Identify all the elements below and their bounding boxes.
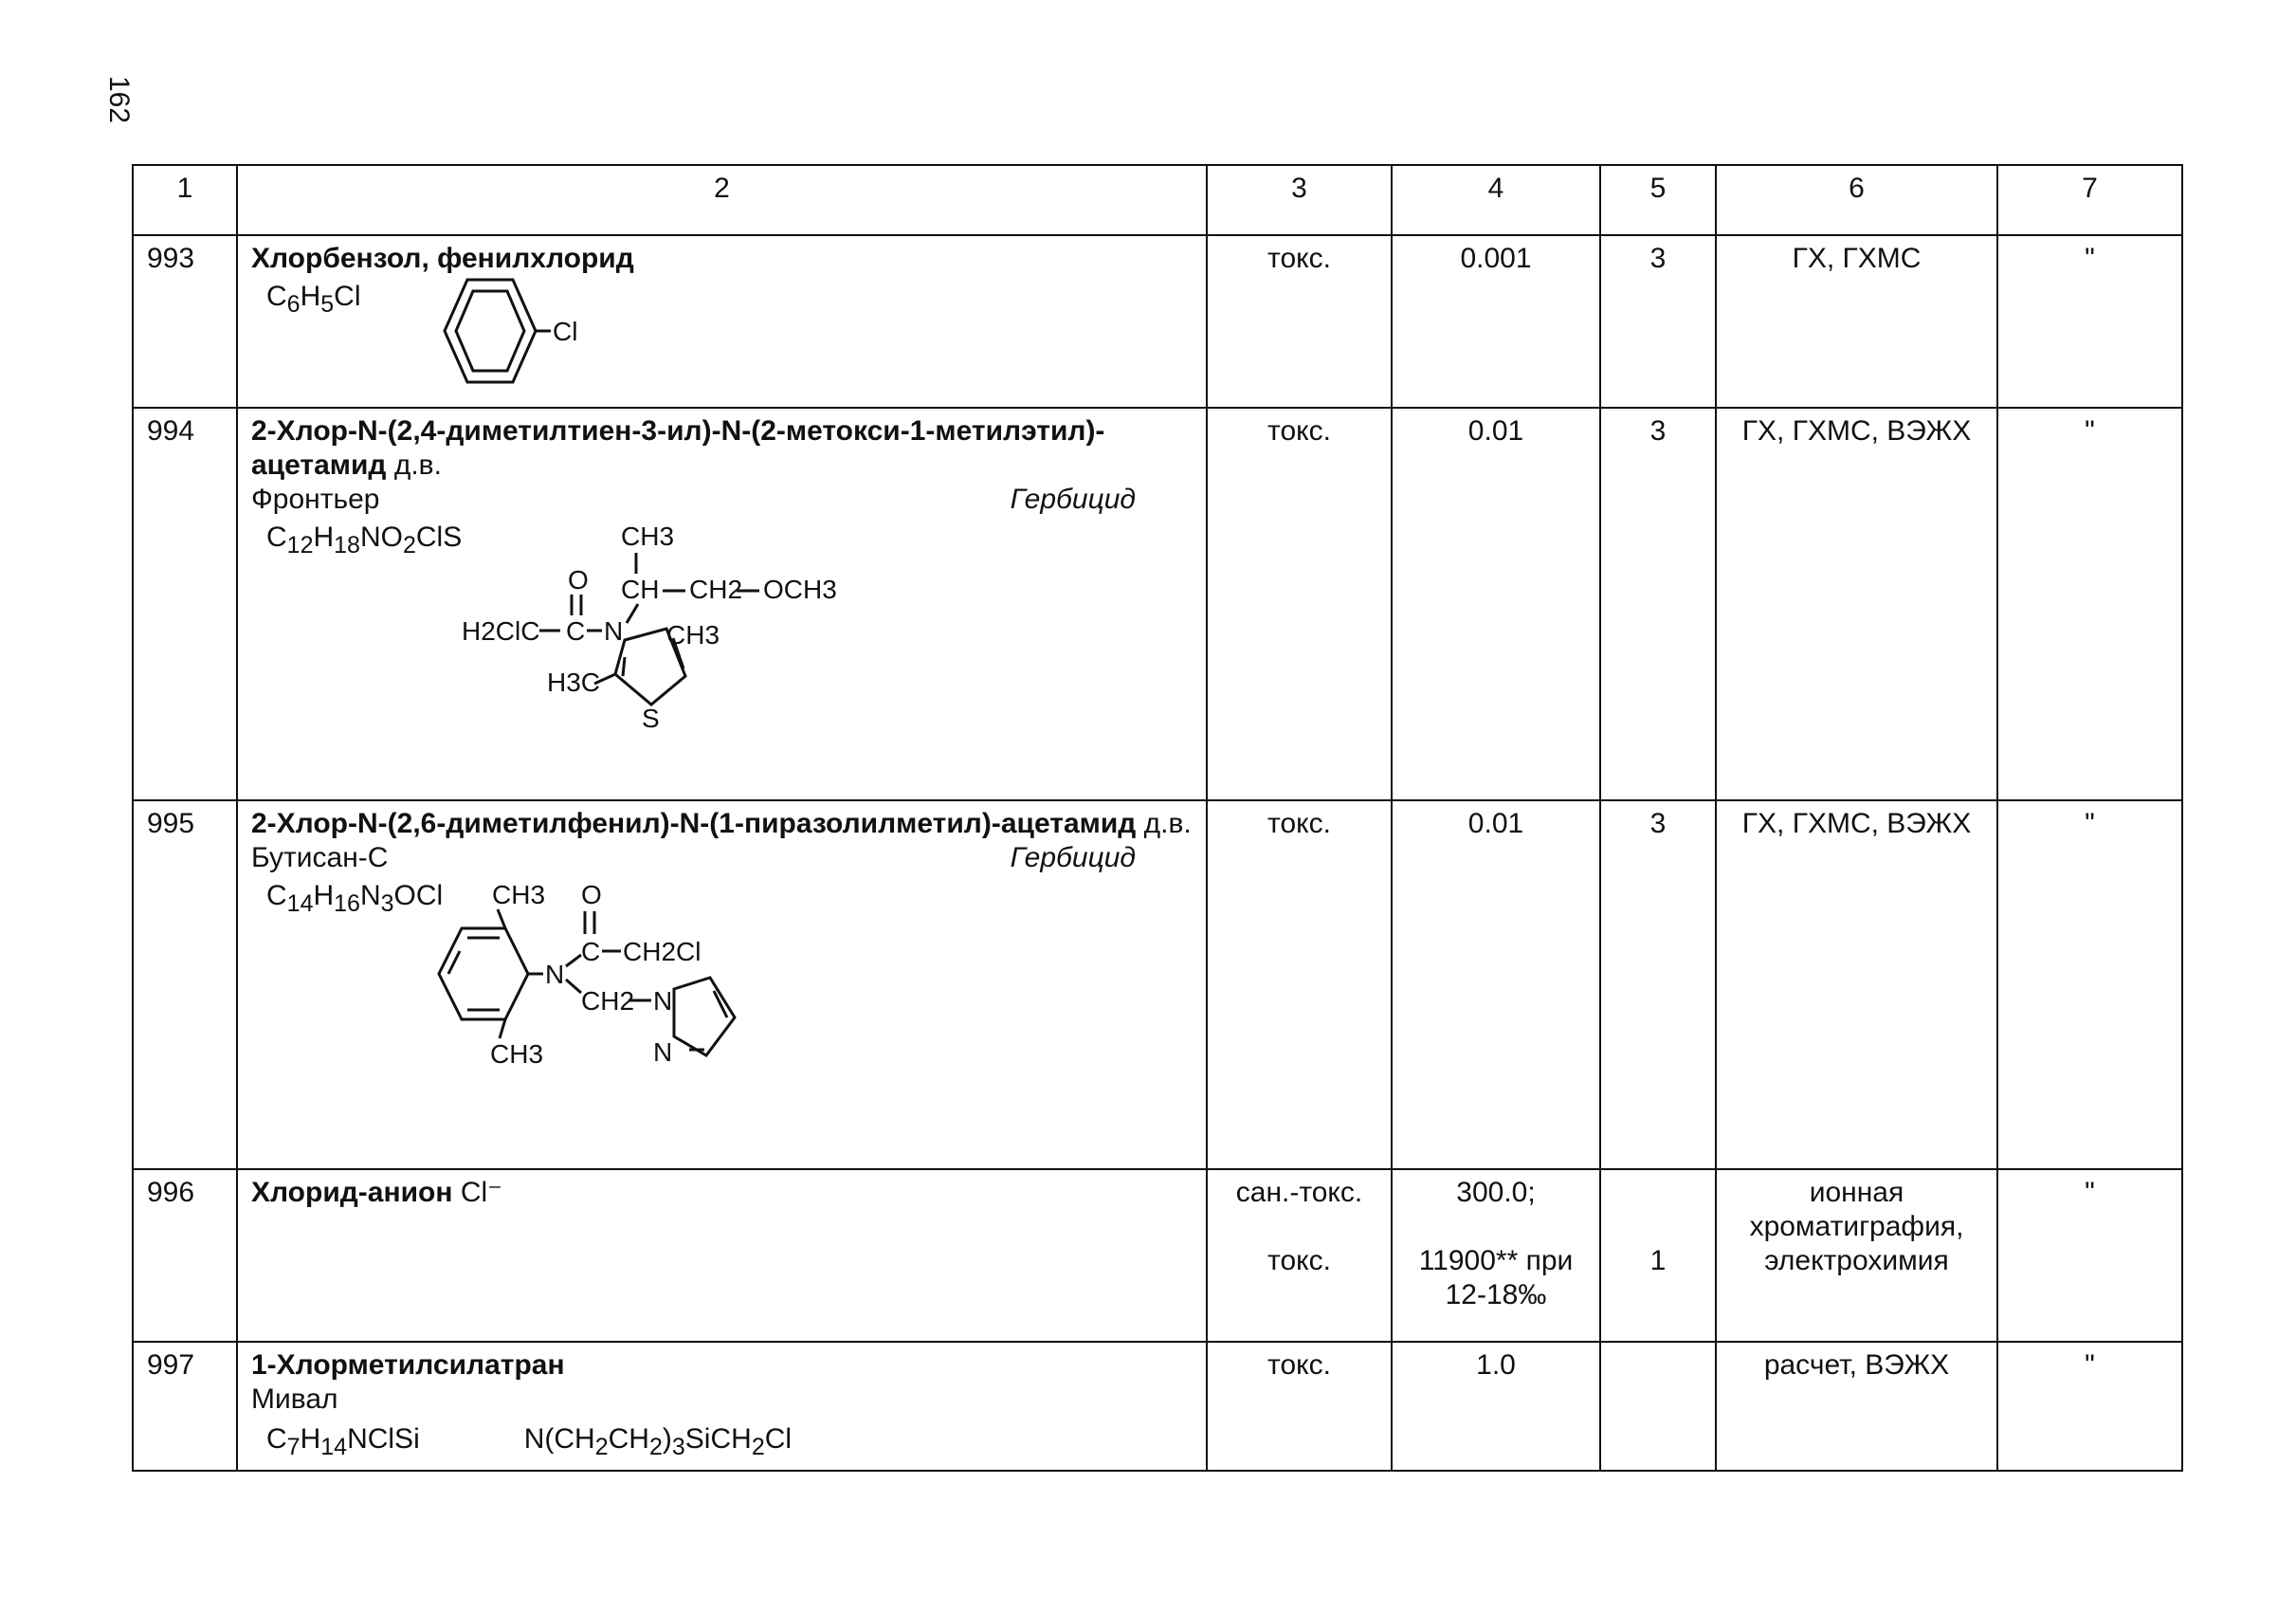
class-cell: 3 xyxy=(1600,800,1716,1169)
method-cell: ГХ, ГХМС xyxy=(1716,235,1997,408)
hazard-cell: токс. xyxy=(1207,800,1392,1169)
class-cell: 3 xyxy=(1600,408,1716,800)
table-row xyxy=(133,800,2182,1169)
method-cell: ГХ, ГХМС, ВЭЖХ xyxy=(1716,408,1997,800)
molecular-formula: $C_{14}H_{16}N_3OCl$ xyxy=(266,880,444,917)
frontier-structure xyxy=(405,517,898,744)
svg-text:CH3: CH3 xyxy=(490,1039,544,1069)
substance-cell xyxy=(237,235,1207,408)
table-row xyxy=(133,408,2182,800)
trade-name: Бутисан-С xyxy=(251,842,389,873)
ref-cell: " xyxy=(1997,800,2182,1169)
ref-cell: " xyxy=(1997,235,2182,408)
row-number: 995 xyxy=(133,800,237,1169)
column-header-5: 5 xyxy=(1600,165,1716,235)
svg-text:C: C xyxy=(581,937,601,966)
table-row xyxy=(133,1342,2182,1471)
value-cell: 0.01 xyxy=(1392,408,1600,800)
row-number: 996 xyxy=(133,1169,237,1342)
class-cell xyxy=(1600,1342,1716,1471)
substance-cell xyxy=(237,1342,1207,1471)
method-cell: ионная хроматиграфия, электрохимия xyxy=(1716,1169,1997,1342)
svg-text:N: N xyxy=(653,1037,673,1067)
svg-text:CH: CH xyxy=(621,575,660,604)
molecular-formula: $C_7H_{14}NClSi$ xyxy=(266,1423,420,1460)
column-header-1: 1 xyxy=(133,165,237,235)
row-number: 997 xyxy=(133,1342,237,1471)
table-row xyxy=(133,235,2182,408)
trade-name: Мивал xyxy=(251,1383,338,1415)
svg-text:CH2Cl: CH2Cl xyxy=(623,937,702,966)
substance-note: д.в. xyxy=(1143,808,1192,839)
table-header-row xyxy=(133,165,2182,235)
substance-cell xyxy=(237,408,1207,800)
svg-text:O: O xyxy=(568,565,589,595)
class-cell xyxy=(1600,1169,1716,1342)
structural-formula: $N(CH_2CH_2)_3SiCH_2Cl$ xyxy=(523,1423,793,1460)
value-cell: 0.01 xyxy=(1392,800,1600,1169)
svg-text:O: O xyxy=(581,880,602,909)
column-header-2: 2 xyxy=(237,165,1207,235)
substance-note: д.в. xyxy=(393,449,442,481)
class-cell: 3 xyxy=(1600,235,1716,408)
svg-text:N: N xyxy=(653,986,673,1016)
svg-text:CH2: CH2 xyxy=(689,575,743,604)
structure-label: Cl xyxy=(552,317,577,346)
svg-text:N: N xyxy=(604,616,624,646)
row-number: 994 xyxy=(133,408,237,800)
table-row xyxy=(133,1169,2182,1342)
molecular-formula: $C_{12}H_{18}NO_2ClS$ xyxy=(266,522,463,559)
category: Гербицид xyxy=(1010,484,1136,515)
column-header-6: 6 xyxy=(1716,165,1997,235)
butisan-structure xyxy=(405,875,860,1084)
trade-name: Фронтьер xyxy=(251,484,380,515)
ref-cell: " xyxy=(1997,408,2182,800)
value-cell: 0.001 xyxy=(1392,235,1600,408)
substances-table xyxy=(132,164,2183,1472)
molecular-formula: $C_6H_5Cl$ xyxy=(266,281,361,318)
hazard-1: сан.-токс. xyxy=(1235,1177,1363,1208)
chlorobenzene-structure xyxy=(418,276,627,390)
class-value: 1 xyxy=(1649,1245,1667,1276)
svg-text:CH3: CH3 xyxy=(492,880,546,909)
substance-cell xyxy=(237,1169,1207,1342)
value-2: 11900** при 12-18‰ xyxy=(1418,1245,1574,1310)
column-header-4: 4 xyxy=(1392,165,1600,235)
column-header-3: 3 xyxy=(1207,165,1392,235)
hazard-cell: токс. xyxy=(1207,408,1392,800)
svg-text:CH2: CH2 xyxy=(581,986,635,1016)
value-cell: 1.0 xyxy=(1392,1342,1600,1471)
page-number: 162 xyxy=(103,76,135,124)
hazard-cell: токс. xyxy=(1207,1342,1392,1471)
svg-text:CH3: CH3 xyxy=(621,522,675,551)
category: Гербицид xyxy=(1010,842,1136,873)
hazard-cell: токс. xyxy=(1207,235,1392,408)
row-number: 993 xyxy=(133,235,237,408)
value-cell xyxy=(1392,1169,1600,1342)
substance-name: 2-Хлор-N-(2,6-диметилфенил)-N-(1-пиразолилметил)-ацетамид xyxy=(251,808,1137,839)
ref-cell: " xyxy=(1997,1169,2182,1342)
substance-name: 1-Хлорметилсилатран xyxy=(251,1349,565,1381)
svg-text:C: C xyxy=(566,616,586,646)
substance-name-suffix: Cl⁻ xyxy=(460,1177,503,1208)
substance-name: 2-Хлор-N-(2,4-диметилтиен-3-ил)-N-(2-метокси-1-метилэтил)-ацетамид xyxy=(251,415,1105,481)
svg-text:OCH3: OCH3 xyxy=(763,575,838,604)
hazard-cell xyxy=(1207,1169,1392,1342)
value-1: 300.0; xyxy=(1456,1177,1536,1208)
svg-text:H2ClC: H2ClC xyxy=(462,616,540,646)
ref-cell: " xyxy=(1997,1342,2182,1471)
svg-text:CH3: CH3 xyxy=(666,620,720,650)
method-cell: ГХ, ГХМС, ВЭЖХ xyxy=(1716,800,1997,1169)
substance-cell xyxy=(237,800,1207,1169)
column-header-7: 7 xyxy=(1997,165,2182,235)
substance-name: Хлорид-анион xyxy=(251,1177,453,1208)
substance-name: Хлорбензол, фенилхлорид xyxy=(251,243,634,274)
svg-text:N: N xyxy=(545,960,565,989)
svg-text:S: S xyxy=(642,704,660,733)
hazard-2: токс. xyxy=(1267,1245,1331,1276)
method-cell: расчет, ВЭЖХ xyxy=(1716,1342,1997,1471)
svg-text:H3C: H3C xyxy=(547,668,601,697)
